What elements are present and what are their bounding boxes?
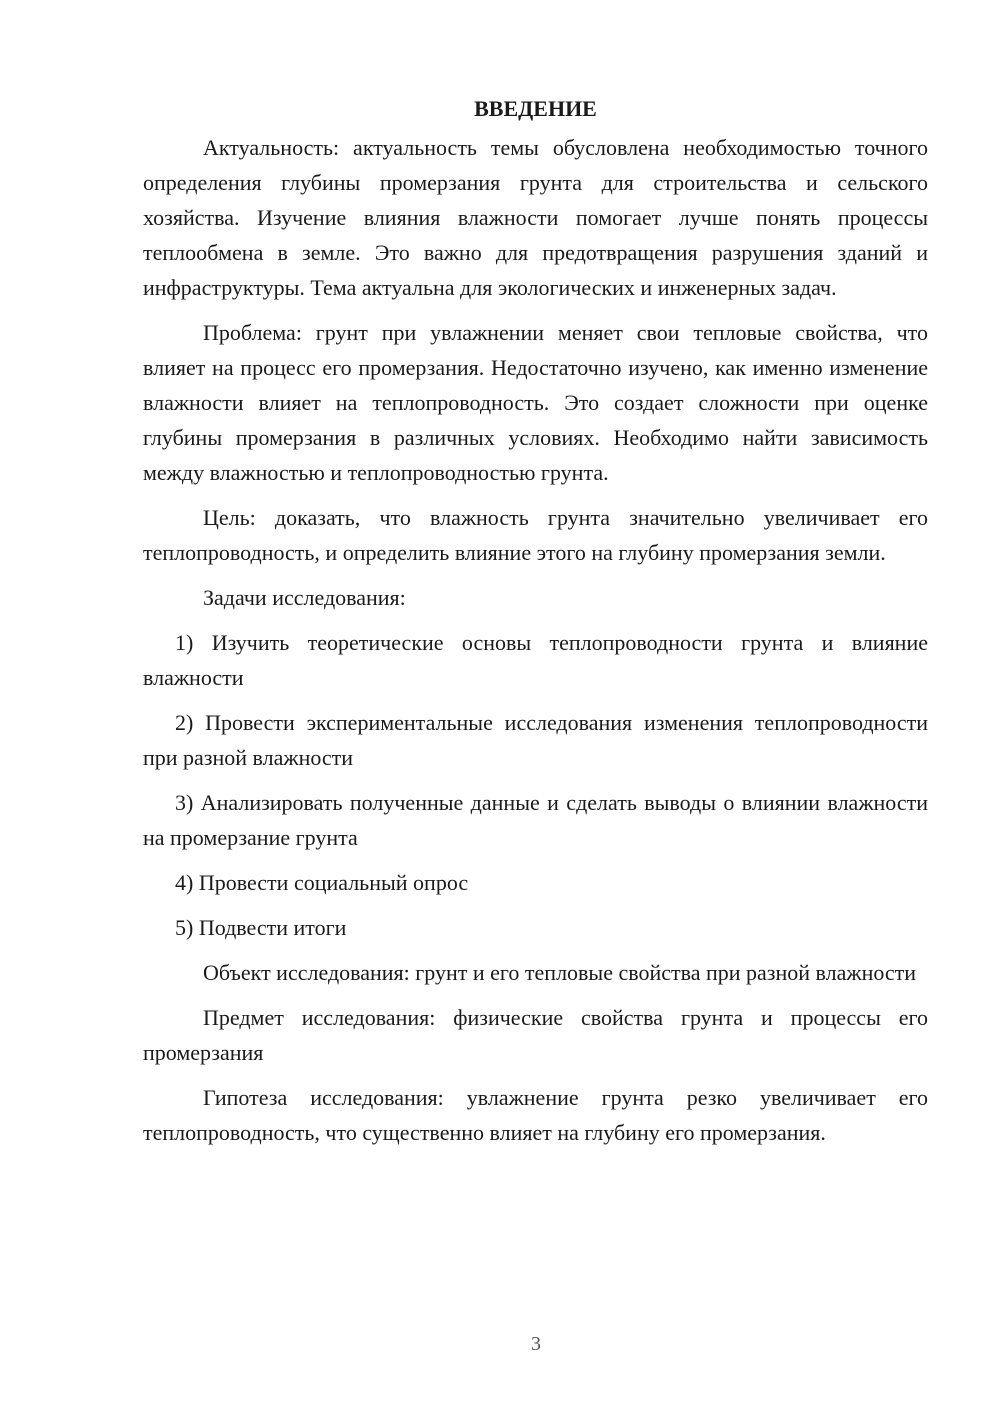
task-item-4: 4) Провести социальный опрос (175, 870, 469, 895)
tasks-heading: Задачи исследования: (203, 585, 406, 610)
task-item-3: 3) Анализировать полученные данные и сделать выводы о влиянии влажности на промерзание грунта (143, 790, 928, 850)
goal-paragraph: Цель: доказать, что влажность грунта значительно увеличивает его теплопроводность, и определить влияние этого на глубину промерзания земли. (143, 505, 928, 565)
subject-paragraph: Предмет исследования: физические свойства грунта и процессы его промерзания (143, 1005, 928, 1065)
document-page (143, 94, 928, 1160)
task-item-5: 5) Подвести итоги (175, 915, 347, 940)
task-item-2: 2) Провести экспериментальные исследования изменения теплопроводности при разной влажности (143, 710, 928, 770)
hypothesis-paragraph: Гипотеза исследования: увлажнение грунта резко увеличивает его теплопроводность, что существенно влияет на глубину его промерзания. (143, 1085, 928, 1145)
task-item-1: 1) Изучить теоретические основы теплопроводности грунта и влияние влажности (143, 630, 928, 690)
problem-paragraph: Проблема: грунт при увлажнении меняет свои тепловые свойства, что влияет на процесс его промерзания. Недостаточно изучено, как именно изменение влажности влияет на теплопроводность. Это создает сложности при оценке глубины промерзания в различных условиях. Необходимо найти зависимость между влажностью и теплопроводностью грунта. (143, 320, 928, 485)
object-paragraph: Объект исследования: грунт и его тепловые свойства при разной влажности (203, 960, 917, 985)
relevance-paragraph: Актуальность: актуальность темы обусловлена необходимостью точного определения глубины промерзания грунта для строительства и сельского хозяйства. Изучение влияния влажности помогает лучше понять процессы теплообмена в земле. Это важно для предотвращения разрушения зданий и инфраструктуры. Тема актуальна для экологических и инженерных задач. (143, 135, 928, 300)
section-title: ВВЕДЕНИЕ (474, 96, 597, 121)
page-number: 3 (531, 1333, 541, 1355)
